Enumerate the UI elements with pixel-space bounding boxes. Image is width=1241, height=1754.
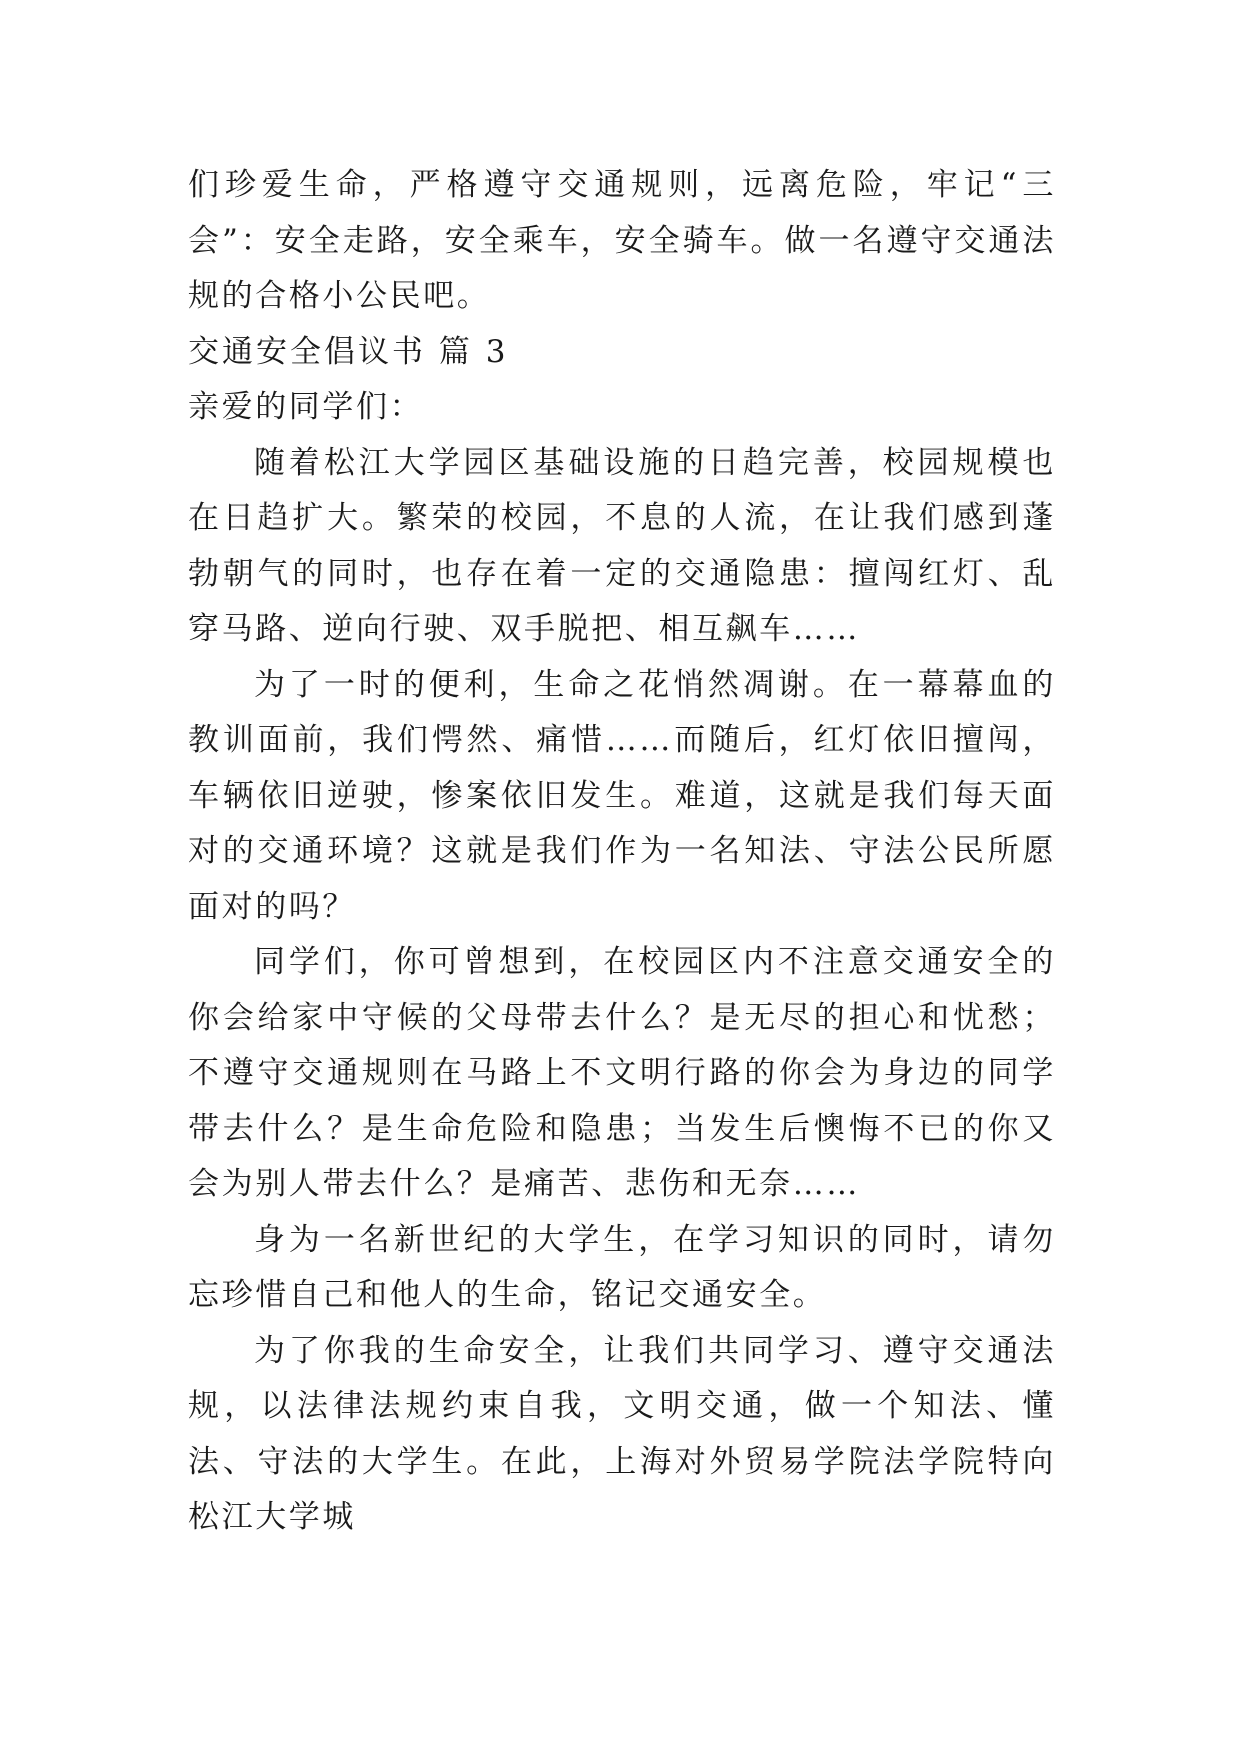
body-paragraph-1: 随着松江大学园区基础设施的日趋完善，校园规模也在日趋扩大。繁荣的校园，不息的人流，在让我们感到蓬勃朝气的同时，也存在着一定的交通隐患：擅闯红灯、乱穿马路、逆向行驶、双手脱把、相互飙车…… [188,444,1056,647]
continuation-paragraph: 们珍爱生命，严格遵守交通规则，远离危险，牢记“三会”：安全走路，安全乘车，安全骑车。做一名遵守交通法规的合格小公民吧。 [188,167,1056,314]
document-body [188,158,1056,1546]
salutation: 亲爱的同学们： [188,389,424,425]
section-title: 交通安全倡议书 篇 3 [188,333,509,370]
body-paragraph-5: 为了你我的生命安全，让我们共同学习、遵守交通法规，以法律法规约束自我，文明交通，做一个知法、懂法、守法的大学生。在此，上海对外贸易学院法学院特向松江大学城 [188,1332,1056,1535]
body-paragraph-4: 身为一名新世纪的大学生，在学习知识的同时，请勿忘珍惜自己和他人的生命，铭记交通安全。 [188,1221,1056,1313]
body-paragraph-2: 为了一时的便利，生命之花悄然凋谢。在一幕幕血的教训面前，我们愕然、痛惜……而随后，红灯依旧擅闯，车辆依旧逆驶，惨案依旧发生。难道，这就是我们每天面对的交通环境？这就是我们作为一名知法、守法公民所愿面对的吗？ [188,666,1056,925]
body-paragraph-3: 同学们，你可曾想到，在校园区内不注意交通安全的你会给家中守候的父母带去什么？是无尽的担心和忧愁；不遵守交通规则在马路上不文明行路的你会为身边的同学带去什么？是生命危险和隐患；当发生后懊悔不已的你又会为别人带去什么？是痛苦、悲伤和无奈…… [188,944,1056,1202]
